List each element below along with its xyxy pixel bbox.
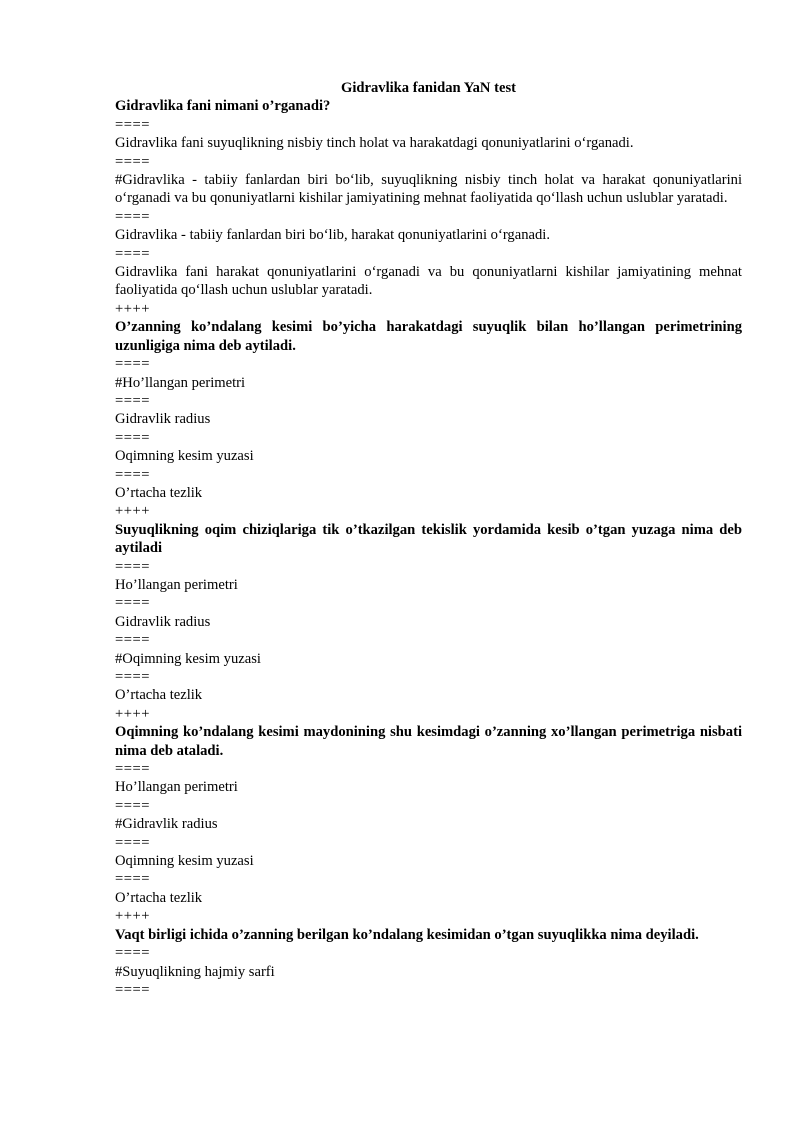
separator: ==== (115, 116, 150, 133)
document-page (115, 79, 742, 999)
question-text: Oqimning ko’ndalang kesimi maydonining shu kesimdagi o’zanning xo’llangan perimetriga nisbati nima deb ataladi. (115, 724, 742, 759)
separator: ==== (115, 945, 150, 962)
separator: ++++ (115, 908, 150, 925)
answer-option: O’rtacha tezlik (115, 687, 203, 704)
answer-option: #Ho’llangan perimetri (115, 374, 246, 391)
answer-option: #Suyuqlikning hajmiy sarfi (115, 963, 275, 980)
answer-option: O’rtacha tezlik (115, 484, 203, 501)
answer-option: Gidravlik radius (115, 411, 211, 428)
question-text: Vaqt birligi ichida o’zanning berilgan ko’ndalang kesimidan o’tgan suyuqlikka nima deyiladi. (115, 926, 699, 943)
answer-option: Oqimning kesim yuzasi (115, 448, 254, 465)
answer-option: Gidravlika fani harakat qonuniyatlarini o‘rganadi va bu qonuniyatlarni kishilar jamiyatining mehnat faoliyatida qo‘llash uchun uslublar yaratadi. (115, 264, 742, 299)
answer-option: O’rtacha tezlik (115, 889, 203, 906)
separator: ++++ (115, 705, 150, 722)
separator: ==== (115, 632, 150, 649)
answer-option: #Gidravlik radius (115, 816, 218, 833)
separator: ==== (115, 466, 150, 483)
answer-option: Oqimning kesim yuzasi (115, 853, 254, 870)
document-body (115, 97, 742, 999)
answer-option: Gidravlik radius (115, 613, 211, 630)
separator: ++++ (115, 503, 150, 520)
separator: ==== (115, 871, 150, 888)
separator: ==== (115, 429, 150, 446)
answer-option: Ho’llangan perimetri (115, 576, 238, 593)
answer-option: Gidravlika - tabiiy fanlardan biri bo‘lib, harakat qonuniyatlarini o‘rganadi. (115, 227, 550, 244)
question-text: Gidravlika fani nimani o’rganadi? (115, 98, 331, 115)
separator: ==== (115, 981, 150, 998)
separator: ==== (115, 208, 150, 225)
separator: ==== (115, 834, 150, 851)
separator: ==== (115, 595, 150, 612)
document-title: Gidravlika fanidan YaN test (340, 80, 516, 96)
separator: ==== (115, 153, 150, 170)
separator: ==== (115, 761, 150, 778)
separator: ==== (115, 245, 150, 262)
separator: ==== (115, 558, 150, 575)
question-text: O’zanning ko’ndalang kesimi bo’yicha harakatdagi suyuqlik bilan ho’llangan perimetrining uzunligiga nima deb aytiladi. (115, 319, 742, 354)
answer-option: Ho’llangan perimetri (115, 779, 238, 796)
question-text: Suyuqlikning oqim chiziqlariga tik o’tkazilgan tekislik yordamida kesib o’tgan yuzaga nima deb aytiladi (115, 521, 742, 557)
separator: ++++ (115, 300, 150, 317)
answer-option: #Oqimning kesim yuzasi (115, 650, 261, 667)
separator: ==== (115, 797, 150, 814)
separator: ==== (115, 669, 150, 685)
answer-option: Gidravlika fani suyuqlikning nisbiy tinch holat va harakatdagi qonuniyatlarini o‘rganadi. (115, 135, 634, 152)
separator: ==== (115, 392, 150, 409)
separator: ==== (115, 356, 150, 373)
answer-option: #Gidravlika - tabiiy fanlardan biri bo‘lib, suyuqlikning nisbiy tinch holat va harakat qonuniyatlarini o‘rganadi va bu qonuniyatlarni kishilar jamiyatining mehnat faoliyatida qo‘llash uchun uslublar yaratadi. (115, 172, 742, 207)
